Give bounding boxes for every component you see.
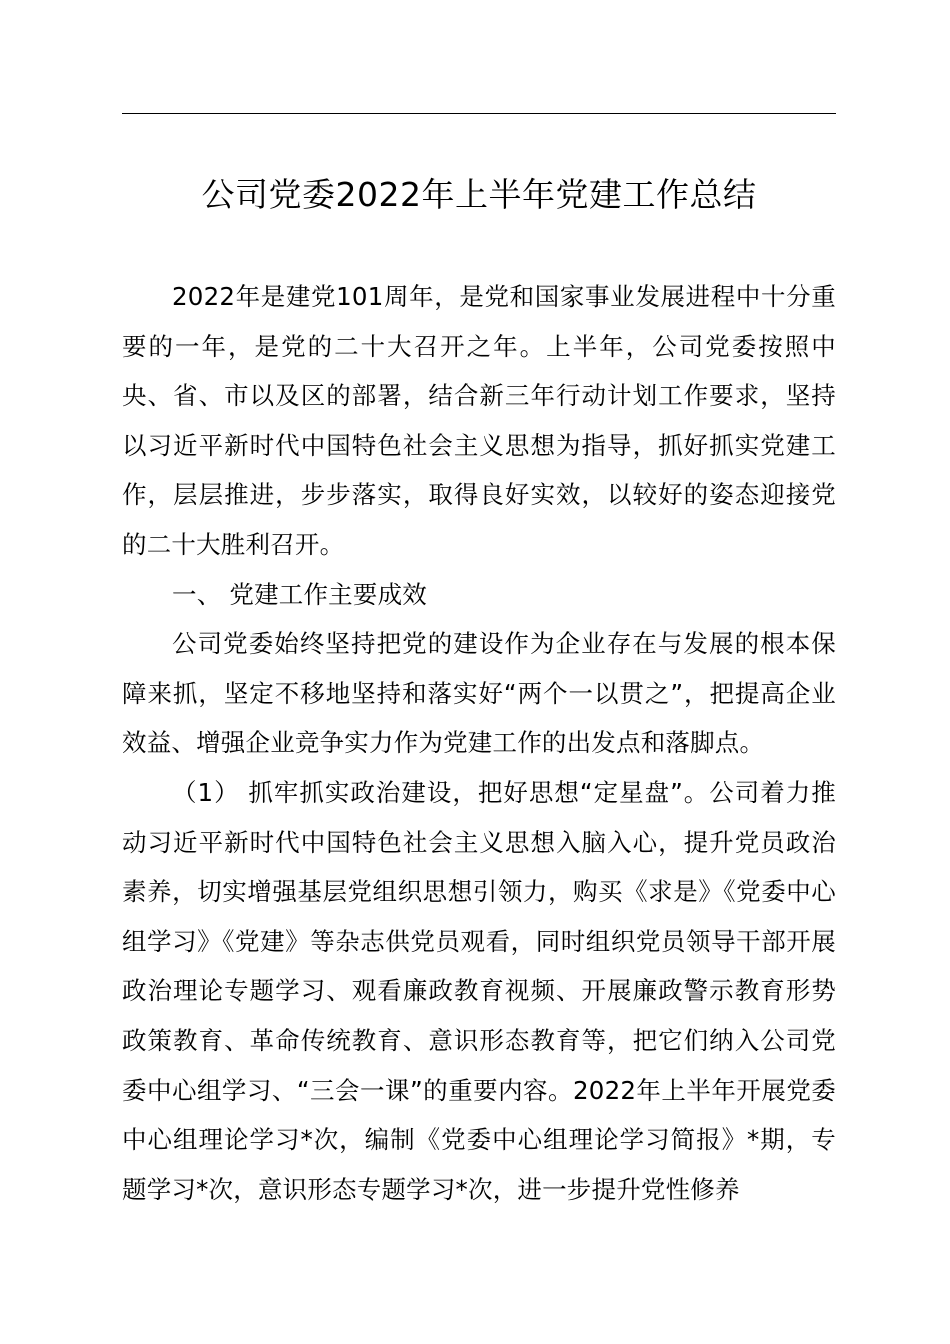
- political-building-paragraph: （1） 抓牢抓实政治建设，把好思想“定星盘”。公司着力推动习近平新时代中国特色社会主义思想入脑入心，提升党员政治素养，切实增强基层党组织思想引领力，购买《求是》《党委中心组学习》《党建》等杂志供党员观看，同时组织党员领导干部开展政治理论专题学习、观看廉政教育视频、开展廉政警示教育形势政策教育、革命传统教育、意识形态教育等，把它们纳入公司党委中心组学习、“三会一课”的重要内容。2022年上半年开展党委中心组理论学习*次，编制《党委中心组理论学习简报》*期，专题学习*次，意识形态专题学习*次，进一步提升党性修养: [122, 777, 836, 1204]
- section-intro-paragraph: 公司党委始终坚持把党的建设作为企业存在与发展的根本保障来抓，坚定不移地坚持和落实好“两个一以贯之”，把提高企业效益、增强企业竞争实力作为党建工作的出发点和落脚点。: [122, 629, 836, 758]
- document-title: 公司党委2022年上半年党建工作总结: [201, 175, 757, 214]
- document-body: [122, 272, 836, 1214]
- section-heading-achievements: 一、 党建工作主要成效: [172, 579, 427, 609]
- header-rule: [122, 113, 836, 114]
- intro-paragraph: 2022年是建党101周年，是党和国家事业发展进程中十分重要的一年，是党的二十大召开之年。上半年，公司党委按照中央、省、市以及区的部署，结合新三年行动计划工作要求，坚持以习近平新时代中国特色社会主义思想为指导，抓好抓实党建工作，层层推进，步步落实，取得良好实效，以较好的姿态迎接党的二十大胜利召开。: [122, 282, 836, 559]
